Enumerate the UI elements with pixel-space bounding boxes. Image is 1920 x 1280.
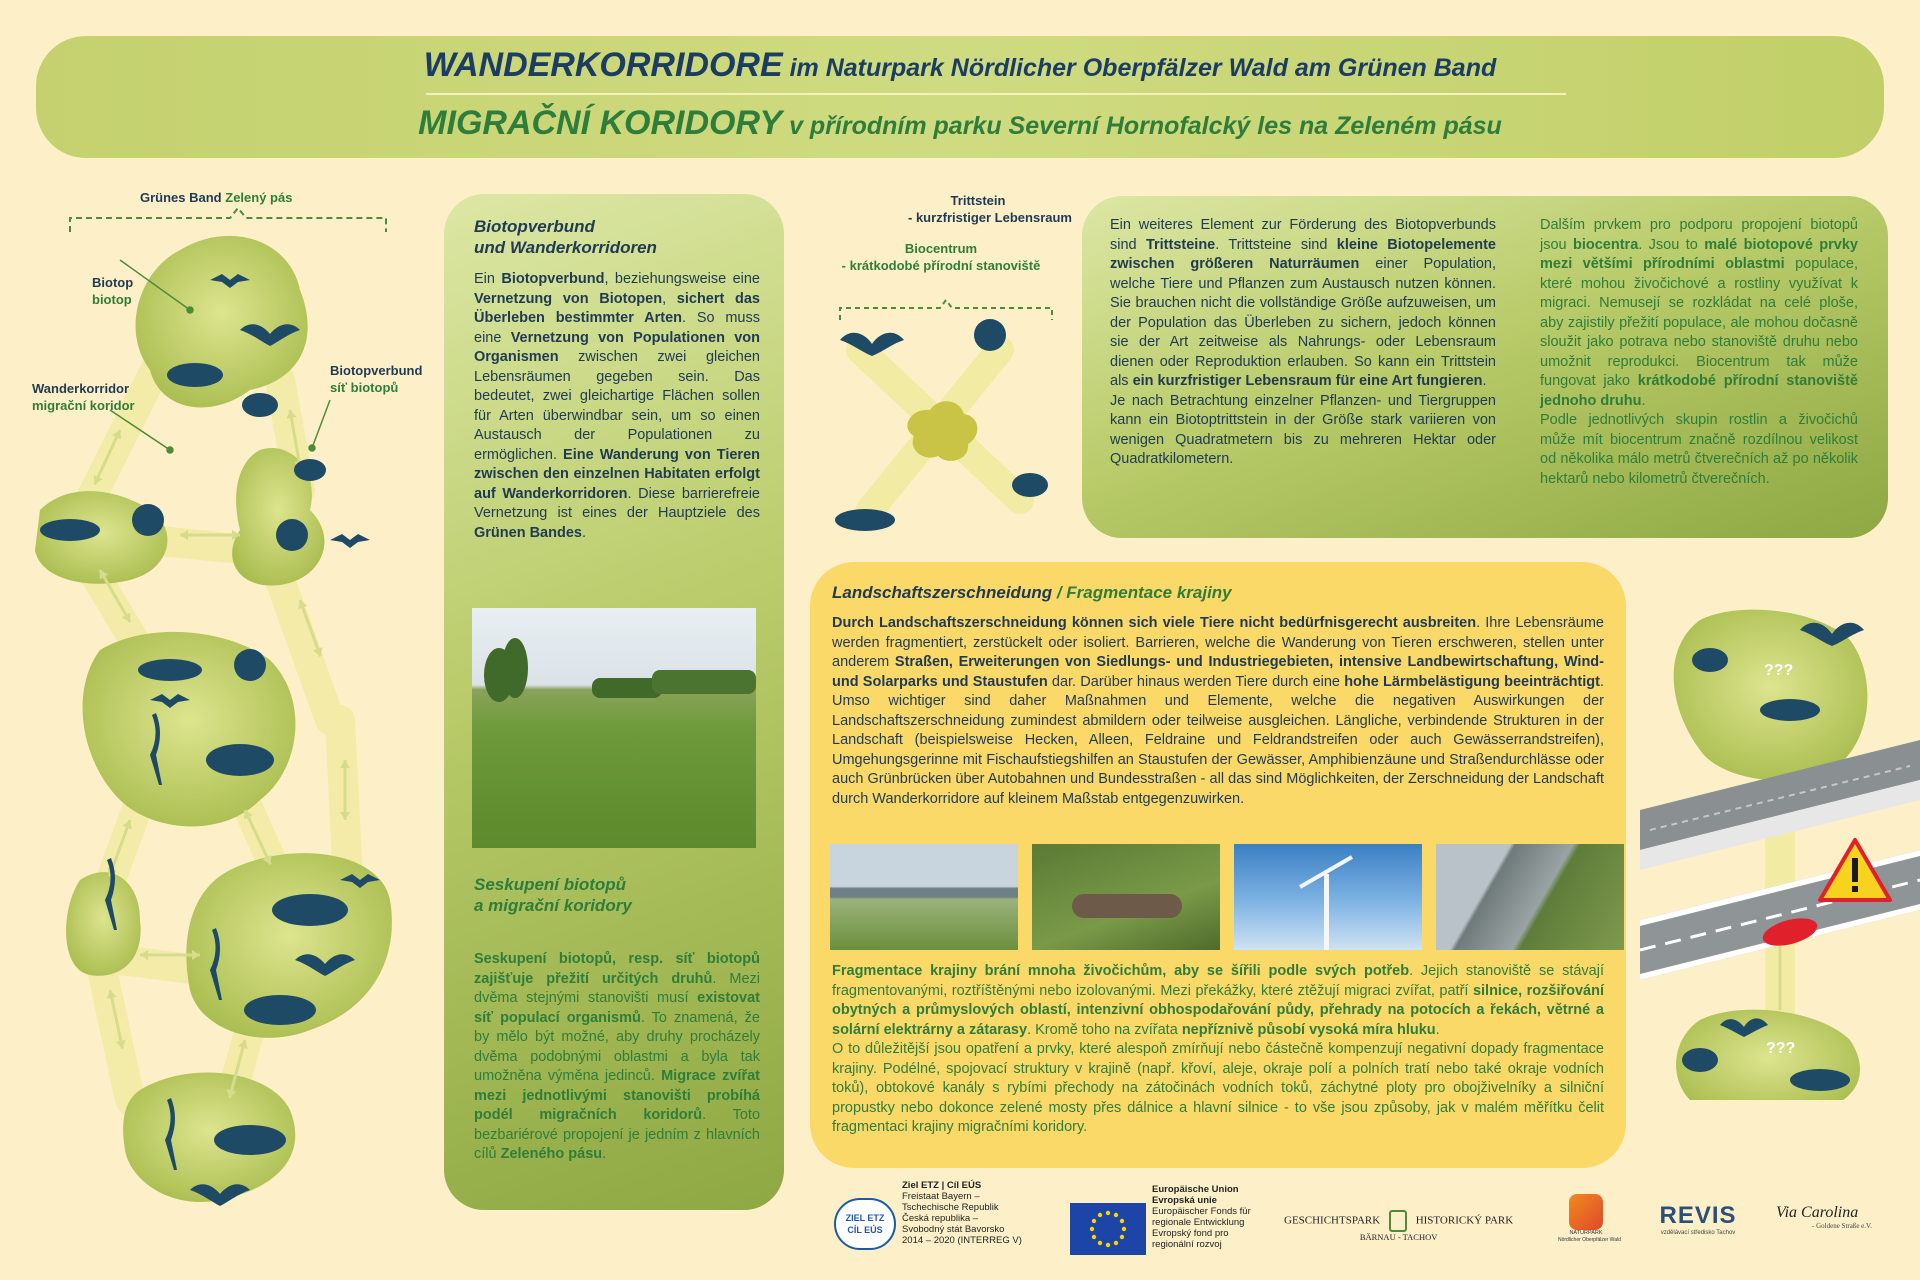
text-segment: existovat síť populací organismů: [474, 990, 760, 1026]
text-segment: Vernetzung von Populationen von Organismen: [474, 329, 761, 365]
text-segment: .: [1641, 392, 1646, 409]
fox-icon-right: [1760, 699, 1820, 721]
text-segment: . Ihre Lebensräume werden fragmentiert, zerstückelt oder isoliert. Barrieren, welche die Wanderung von Tieren erschweren, stellen unter anderem: [832, 615, 1604, 670]
fox-silhouette-3: [138, 659, 202, 681]
label-corridor: Wanderkorridor migrační koridor: [32, 381, 135, 413]
text-segment: Straßen, Erweiterungen von Siedlungs- und Industriegebieten, intensive Landbewirtschaftung, Wind- und Solarparks und Staustufen: [832, 654, 1604, 690]
eu-flag-logo: [1070, 1203, 1146, 1255]
beaver-silhouette: [242, 393, 278, 417]
fragmentation-panel: [810, 562, 1626, 1168]
grouse-silhouette: [132, 504, 164, 536]
road-fence-photo: [1436, 844, 1624, 950]
text-segment: hohe Lärmbelästigung beeinträchtigt: [1344, 673, 1600, 690]
bat-silhouette-2: [330, 534, 370, 548]
fox-icon-right-2: [1790, 1069, 1850, 1091]
bridge-photo: [830, 844, 1018, 950]
beaver-silhouette-2: [294, 459, 326, 481]
text-segment: Seskupení biotopů, resp. síť biotopů zajišťuje přežití určitých druhů: [474, 951, 760, 987]
ziel-etz-logo: ZIEL ETZ CÍL EÚS: [834, 1198, 896, 1250]
text-segment: ein kurzfristiger Lebensraum für eine Art fungieren: [1132, 373, 1483, 389]
biotope-network-panel: [444, 194, 784, 1210]
text-segment: Ein: [474, 271, 502, 287]
text-segment: silnice, rozšiřování obytných a průmyslových oblastí, intenzivní obhospodařování půdy, přehrady na potocích a řekách, větrné a solární elektrárny a zátarasy: [832, 982, 1604, 1038]
text-segment: zwischen zwei gleichen Lebensräumen gegeben sein. Das bedeutet, zwei gleichartige Flächen sollen für Arten überwindbar sein, um so einen Austausch der Populationen zu ermöglichen.: [474, 349, 760, 463]
title-czech: MIGRAČNÍ KORIDORY v přírodním parku Severní Hornofalcký les na Zeleném pásu: [418, 104, 1502, 142]
text-segment: Trittsteine: [1145, 236, 1216, 253]
text-segment: . Jsou to: [1638, 236, 1705, 253]
text-segment: Ein weiteres Element zur Förderung des Biotopverbunds sind: [1110, 217, 1496, 253]
text-fragmentace: [832, 962, 1604, 1138]
title-divider: [426, 93, 1566, 95]
label-trittstein: Trittstein - kurzfristiger Lebensraum: [908, 193, 1072, 225]
fox-icon: [835, 509, 895, 531]
text-segment: Dalším prvkem pro podporu propojení biotopů jsou: [1540, 217, 1858, 253]
label-biocentrum: Biocentrum - krátkodobé přírodní stanoviště: [841, 241, 1041, 273]
grouse-silhouette-2: [276, 519, 308, 551]
text-segment: nepříznivě působí vysoká míra hluku: [1181, 1021, 1436, 1038]
revis-logo: REVIS vzdělávací středisko Tachov: [1659, 1202, 1737, 1236]
fox-silhouette: [167, 363, 223, 387]
text-segment: Durch Landschaftszerschneidung können sich viele Tiere nicht bedürfnisgerecht ausbreiten: [832, 615, 1477, 631]
text-segment: sichert das Überleben bestimmter Arten: [474, 290, 760, 326]
title-banner: [36, 36, 1884, 158]
text-segment: .: [581, 524, 586, 541]
grouse-silhouette-3: [234, 649, 266, 681]
wolf-silhouette-2: [214, 1125, 286, 1155]
wolf-silhouette: [244, 995, 316, 1025]
text-segment: O to důležitější jsou opatření a prvky, které alespoň zmírňují nebo částečně kompenzují negativní dopady fragmentace krajiny. Podélné, spojovací struktury v krajině (např. křoví, aleje, okraje polí a polních tratí nebo také okraje vodních toků), obtokové kanály s rybími přechody na zátočinách vodních toků, záchytné ploty pro obojživelníky a silniční propustky nebo dokonce zelené mosty přes dálnice a hlavní silnice - to vše jsou způsoby, jak v malém měřítku čelit fragmentaci krajiny migračními koridory.: [832, 1041, 1604, 1135]
text-segment: Eine Wanderung von Tieren zwischen den einzelnen Habitaten erfolgt auf Wanderkorridoren: [474, 446, 760, 502]
lynx-silhouette: [206, 744, 274, 776]
naturpark-emblem-icon: [1569, 1194, 1603, 1230]
text-segment: .: [1435, 1021, 1440, 1038]
text-segment: krátkodobé přírodní stanoviště jednoho druhu: [1540, 373, 1858, 409]
fox-silhouette-2: [40, 519, 100, 541]
heading-seskupeni: Seskupení biotopů a migrační koridory: [474, 875, 632, 915]
text-segment: . Kromě toho na zvířata: [1027, 1021, 1182, 1038]
text-segment: Zeleného pásu: [500, 1146, 603, 1162]
stepping-stone-panel: [1082, 196, 1888, 538]
heading-fragmentation: Landschaftszerschneidung / Fragmentace krajiny: [832, 583, 1232, 602]
text-segment: biocentra: [1573, 236, 1639, 253]
text-segment: Migrace zvířat mezi jednotlivými stanovišti probíhá podél migračních koridorů: [474, 1068, 760, 1123]
label-biotope: Biotop biotop: [92, 275, 134, 307]
text-segment: . Trittsteine sind: [1215, 236, 1337, 253]
text-segment: Biotopverbund: [501, 271, 605, 287]
title-german: WANDERKORRIDORE im Naturpark Nördlicher Oberpfälzer Wald am Grünen Band: [423, 46, 1497, 84]
text-seskupeni: [474, 950, 760, 1165]
text-segment: . Umso wichtiger sind daher Maßnahmen und Elemente, welche die negativen Auswirkungen der Landschaftszerschneidung zumindest abmildern oder teilweise ausgleichen. Längliche, verbindende Strukturen in der Landschaft (beispielsweise Hecken, Alleen, Feldraine und Feldrandstreifen oder auch Gewässerrandstreifen), Umgehungsgerinne mit Fischaufstiegshilfen an Staustufen der Gewässer, Amphibienzäune und Straßendurchlässe oder auch Grünbrücken über Autobahnen und Bundesstraßen - all das sind Möglichkeiten, der Zerschneidung der Landschaft durch Wanderkorridore auf kleinem Maßstab entgegenzuwirken.: [832, 673, 1604, 807]
text-segment: . Mezi dvěma stejnými stanovišti musí: [474, 970, 760, 1006]
text-segment: , beziehungsweise eine: [604, 271, 760, 287]
text-segment: . So muss eine: [474, 310, 760, 346]
question-marks-lower: ???: [1766, 1040, 1796, 1057]
text-segment: . Diese barrierefreie Vernetzung ist eines der Hauptziele des: [474, 485, 760, 521]
text-segment: populace, které mohou živočichové a rostliny využívat k migraci. Nemusejí se rozkládat na celé ploše, aby zajistily přežití populace, ale mohou dočasně sloužit jako potrava nebo stanoviště druhu nebo umožnit reprodukci. Biocentrum tak může fungovat jako: [1540, 256, 1858, 389]
text-segment: .: [602, 1146, 607, 1162]
stepping-stone-diagram: [820, 280, 1080, 550]
ziel-etz-text: Ziel ETZ | Cíl EÚS Freistaat Bayern – Tschechische Republik Česká republika – Svobodný stát Bavorsko 2014 – 2020 (INTERREG V): [902, 1180, 1022, 1246]
text-segment: Fragmentace krajiny brání mnoha živočichům, aby se šířili podle svých potřeb: [832, 963, 1410, 979]
naturpark-logo: NATURPARK Nördlicher Oberpfälzer Wald: [1558, 1194, 1614, 1243]
label-network: Biotopverbund síť biotopů: [330, 363, 423, 395]
text-segment: Grünen Bandes: [474, 524, 582, 541]
text-segment: einer Population, welche Tiere und Pflanzen zum Austausch nutzen können. Sie brauchen nicht die vollständige Größe aufzuweisen, um der Population das Überleben zu sichern, jedoch können sie der Art zeitweise als Nahrungs- oder Lebensraum dienen oder Reproduktion erlauben. So kann ein Trittstein als: [1110, 256, 1496, 389]
beaver-icon-right-2: [1682, 1048, 1718, 1072]
biotope-blob-lower-left: [66, 872, 141, 976]
text-biocentra: Dalším prvkem pro podporu propojení biotopů jsou biocentra. Jsou to malé biotopové prvky mezi většími přírodními oblastmi populace, které mohou živočichové a rostliny využívat k migraci. Nemusejí se rozkládat na celé ploše, aby zajistily přežití populace, ale mohou dočasně sloužit jako potrava nebo stanoviště druhu nebo umožnit reprodukci. Biocentrum tak může fungovat jako krátkodobé přírodní stanoviště jednoho druhu. Podle jednotlivých skupin rostlin a živočichů může mít biocentrum značně rozdílnou velikost od několika málo metrů čtverečních až po několik hektarů nebo kilometrů čtverečních.: [1540, 217, 1858, 487]
text-segment: malé biotopové prvky mezi většími přírodními oblastmi: [1540, 236, 1858, 272]
beaver-icon: [1012, 473, 1048, 497]
text-biotopverbund: [474, 270, 760, 543]
text-landschaftszerschneidung: [832, 614, 1604, 809]
question-marks-upper: ???: [1764, 662, 1794, 679]
label-green-band: Grünes Band Zelený pás: [140, 190, 293, 205]
text-trittsteine: Ein weiteres Element zur Förderung des Biotopverbunds sind Trittsteine. Trittsteine sind kleine Biotopelemente zwischen größeren Naturräumen einer Population, welche Tiere und Pflanzen zum Austausch nutzen können. Sie brauchen nicht die vollständige Größe aufzuweisen, um der Population das Überleben zu sichern, jedoch können sie der Art zeitweise als Nahrungs- oder Lebensraum dienen oder Reproduktion erlauben. So kann ein Trittstein als ein kurzfristiger Lebensraum für eine Art fungieren. Je nach Betrachtung einzelner Pflanzen- und Tiergruppen kann ein Biotoptrittstein in der Größe stark variieren von wenigen Quadratmetern bis zu mehreren Hektar oder Quadratkilometern.: [1110, 217, 1496, 467]
text-segment: Vernetzung von Biotopen: [474, 290, 663, 307]
biotope-network-diagram: [0, 180, 440, 1230]
text-segment: . To znamená, že by mělo být možné, aby druhy procházely dvěma podobnými oblastmi a byla tak umožněna výměna jedinců.: [474, 1009, 760, 1084]
text-segment: .: [1482, 373, 1487, 389]
lynx-silhouette-2: [272, 894, 348, 926]
geschichtspark-emblem-icon: [1389, 1210, 1407, 1232]
text-segment: ,: [662, 290, 677, 307]
text-segment: . Jejich stanoviště se stávají fragmentovanými, roztříštěnými nebo izolovanými. Mezi překážky, které ztěžují migraci zvířat, patří: [832, 963, 1604, 999]
green-band-brace: [70, 208, 386, 232]
via-carolina-logo: Via Carolina - Goldene Straße e.V.: [1776, 1204, 1872, 1230]
grouse-icon: [974, 319, 1006, 351]
geschichtspark-logo: GESCHICHTSPARK HISTORICKÝ PARK BÄRNAU - TACHOV: [1284, 1210, 1513, 1243]
text-segment: kleine Biotopelemente zwischen größeren Naturräumen: [1110, 236, 1496, 272]
text-segment: dar. Darüber hinaus werden Tiere durch eine: [1047, 673, 1345, 690]
eu-text: Europäische Union Evropská unie Europäischer Fonds für regionale Entwicklung Evropský fond pro regionální rozvoj: [1152, 1184, 1251, 1250]
eu-stars-icon: [1070, 1203, 1146, 1255]
heading-biotopverbund: Biotopverbund und Wanderkorridoren: [474, 217, 657, 257]
roadkill-photo: [1032, 844, 1220, 950]
text-segment: . Toto bezbariérové propojení je jedním z hlavních cílů: [474, 1107, 761, 1162]
stone-brace: [840, 300, 1052, 320]
wind-turbine-photo: [1234, 844, 1422, 950]
beaver-icon-right: [1692, 648, 1728, 672]
meadow-photo: [472, 608, 756, 848]
